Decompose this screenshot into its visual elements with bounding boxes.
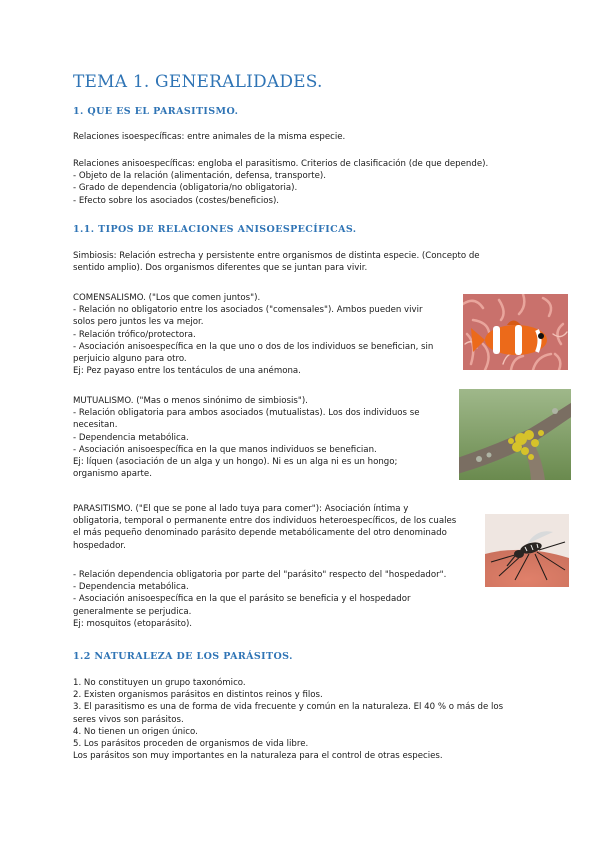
page-title: TEMA 1. GENERALIDADES. xyxy=(73,72,323,92)
paragraph-parasitismo: PARASITISMO. ("El que se pone al lado tuya para comer"): Asociación íntima y obligatoria, temporal o permanente entre dos individuos heteroespecíficos, de los cuales el más pequeño denominado parásito depende metabólicamente del otro denominado hospedador. xyxy=(73,504,457,551)
list-item: seres vivos son parásitos. xyxy=(73,714,184,725)
clownfish-photo xyxy=(463,294,568,370)
list-item: 4. No tienen un origen único. xyxy=(73,726,198,737)
paragraph-simbiosis: Simbiosis: Relación estrecha y persistente entre organismos de distinta especie. (Concepto de sentido amplio). Dos organismos diferentes que se juntan para vivir. xyxy=(73,251,480,274)
list-item: 1. No constituyen un grupo taxonómico. xyxy=(73,678,246,688)
section-1-heading: 1. QUE ES EL PARASITISMO. xyxy=(73,106,239,117)
paragraph-parasitismo-list: - Relación dependencia obligatoria por parte del "parásito" respecto del "hospedador". - Dependencia metabólica. - Asociación anisoespecífica en la que el parásito se beneficia y el hospedador generalmente se perjudica. Ej: mosquitos (etoparásito). xyxy=(73,570,447,629)
section-1-2-heading: 1.2 NATURALEZA DE LOS PARÁSITOS. xyxy=(73,651,293,662)
lichen-photo xyxy=(459,389,571,480)
paragraph-mutualismo: MUTUALISMO. ("Mas o menos sinónimo de simbiosis"). - Relación obligatoria para ambos asociados (mutualistas). Los dos individuos se necesitan. - Dependencia metabólica. - Asociación anisoespecífica en la que manos individuos se benefician. Ej: líquen (asociación de un alga y un hongo). Ni es un alga ni es un hongo; organismo aparte. xyxy=(73,396,420,480)
list-item: 3. El parasitismo es una de forma de vida frecuente y común en la naturaleza. El 40 % o más de los xyxy=(73,702,504,713)
paragraph-comensalismo: COMENSALISMO. ("Los que comen juntos"). - Relación no obligatorio entre los asociados ("comensales"). Ambos pueden vivir solos pero juntos les va mejor. - Relación trófico/protectora. - Asociación anisoespecífica en la que uno o dos de los individuos se benefician, sin perjuicio alguno para otro. Ej: Pez payaso entre los tentáculos de una anémona. xyxy=(73,293,434,377)
paragraph-isoespecificas: Relaciones isoespecíficas: entre animales de la misma especie. xyxy=(73,132,346,142)
list-item: 2. Existen organismos parásitos en distintos reinos y filos. xyxy=(73,690,323,701)
mosquito-photo xyxy=(485,514,569,587)
list-item: Los parásitos son muy importantes en la naturaleza para el control de otras especies. xyxy=(73,751,443,762)
list-naturaleza xyxy=(73,677,503,762)
paragraph-anisoespecificas: Relaciones anisoespecíficas: engloba el parasitismo. Criterios de clasificación (de que depende). - Objeto de la relación (alimentación, defensa, transporte). - Grado de dependencia (obligatoria/no obligatoria). - Efecto sobre los asociados (costes/beneficios). xyxy=(73,159,489,206)
list-item: 5. Los parásitos proceden de organismos de vida libre. xyxy=(73,739,309,750)
section-1-1-heading: 1.1. TIPOS DE RELACIONES ANISOESPECÍFICAS. xyxy=(73,224,357,235)
